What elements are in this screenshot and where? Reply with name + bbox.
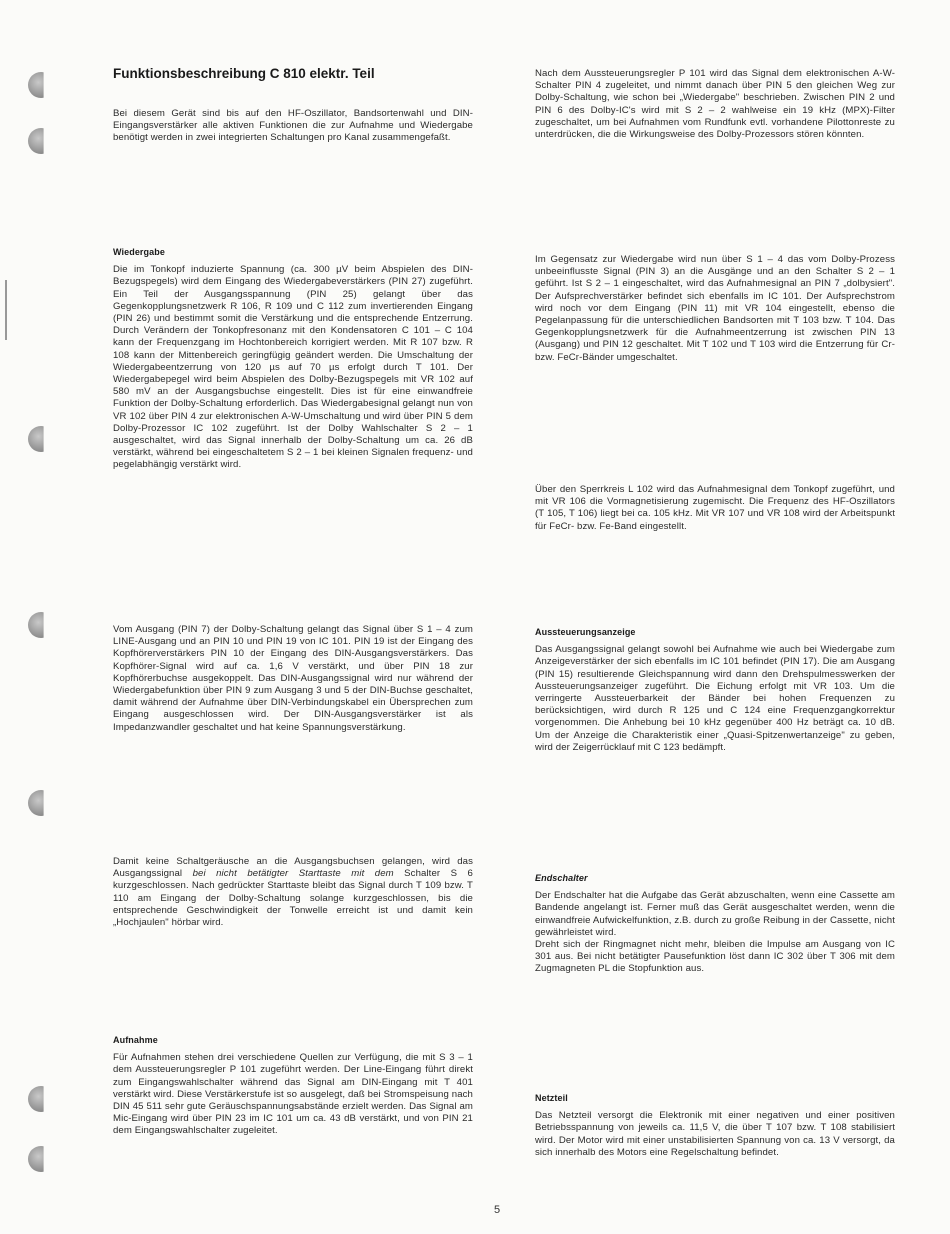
endschalter-text: Dreht sich der Ringmagnet nicht mehr, bleiben die Impulse am Ausgang von IC 301 aus. Bei nicht betätigter Pausefunktion löst dann IC 302 über T 306 mit dem Zugmagneten PL die Stopfunktion aus. <box>535 939 895 975</box>
punch-hole <box>28 426 54 452</box>
sperrkreis-text: Über den Sperrkreis L 102 wird das Aufnahmesignal dem Tonkopf zugeführt, und mit VR 106 die Vormagnetisierung zugemischt. Die Frequenz des HF-Oszillators (T 105, T 106) liegt bei ca. 105 kHz. Mit VR 107 und VR 108 wird der Arbeitspunkt für FeCr- bzw. Fe-Band eingestellt. <box>535 484 895 532</box>
wiedergabe-text: Die im Tonkopf induzierte Spannung (ca. 300 µV beim Abspielen des DIN-Bezugspegels) wird dem Eingang des Wiedergabeverstärkers (PIN 27) zugeführt. Ein Teil der Ausgangsspannung (PIN 25) gelangt über das Gegenkopplungsnetzwerk R 106, R 109 und C 112 zum invertierenden Eingang (PIN 26) und bestimmt somit die Verstärkung und die entsprechende Entzerrung. Durch Verändern der Tonkopfresonanz mit den Kondensatoren C 101 – C 104 kann der Frequenzgang im Hochtonbereich korrigiert werden. Mit R 107 bzw. R 108 kann der Mittenbereich geringfügig geändert werden. Die Umschaltung der Wiedergabeentzerrung von 120 µs auf 70 µs erfolgt durch T 101. Der Wiedergabepegel wird beim Abspielen des Dolby-Bezugspegels mit VR 102 auf 580 mV an der Ausgangsbuchse eingestellt. Dies ist für eine einwandfreie Funktion der Dolby-Schaltung erforderlich. Das Wiedergabesignal gelangt nun von VR 102 über PIN 4 zur elektronischen A-W-Umschaltung und wird über PIN 5 dem Dolby-Prozessor IC 102 zugeführt. Ist der Dolby Wahlschalter S 2 – 1 ausgeschaltet, wird das Signal innerhalb der Dolby-Schaltung um ca. 26 dB verstärkt, während bei eingeschaltetem S 2 – 1 bei kleinen Signalen frequenz- und pegelabhängig verstärkt wird. <box>113 264 473 471</box>
section-heading: Wiedergabe <box>113 247 165 257</box>
punch-hole <box>28 790 54 816</box>
schalt-text <box>113 856 473 929</box>
section-aussteuerungsanzeige <box>535 626 895 754</box>
aufnahme-text: Für Aufnahmen stehen drei verschiedene Quellen zur Verfügung, die mit S 3 – 1 dem Aussteuerungsregler P 101 zugeführt werden. Der Line-Eingang führt direkt zum Eingangswahlschalter während das Signal am DIN-Eingang mit T 401 verstärkt wird. Diese Verstärkerstufe ist so ausgelegt, daß bei Stromspeisung nach DIN 45 511 sehr gute Geräuschspannungsabstände erzielt werden. Das Signal am Mic-Eingang wird über PIN 23 im IC 101 um ca. 43 dB verstärkt, und von PIN 21 dem Eingangswahlschalter zugeleitet. <box>113 1052 473 1137</box>
margin-mark <box>5 280 7 340</box>
endschalter-text: Der Endschalter hat die Aufgabe das Gerät abzuschalten, wenn eine Cassette am Bandende angelangt ist. Ferner muß das Gerät ausgeschaltet werden, wenn die einwandfreie Aufwickelfunktion, z.B. durch zu große Reibung in der Cassette, nicht gewährleistet wird. <box>535 890 895 938</box>
punch-hole <box>28 612 54 638</box>
gegensatz-text: Im Gegensatz zur Wiedergabe wird nun über S 1 – 4 das vom Dolby-Prozess unbeeinflusste Signal (PIN 3) an die Ausgänge und an den Schalter S 2 – 1 geführt. Ist S 2 – 1 eingeschaltet, wird das Aufnahmesignal an PIN 7 „dolbysiert". Der Aufsprechverstärker befindet sich ebenfalls im IC 101. Der Aufsprechstrom wird noch vor dem Eingang (PIN 11) mit VR 104 eingestellt, ebenso die Pegelanpassung für die unterschiedlichen Bandsorten mit T 103 bzw. T 104. Das Gegenkopplungsnetzwerk für die Aufnahmeentzerrung ist zwischen PIN 13 (Ausgang) und PIN 12 geschaltet. Mit T 102 und T 103 wird die Entzerrung für Cr- bzw. FeCr-Bänder umgeschaltet. <box>535 254 895 363</box>
anzeige-text: Das Ausgangssignal gelangt sowohl bei Aufnahme wie auch bei Wiedergabe zum Anzeigeverstärker der sich ebenfalls im IC 101 befindet (PIN 17). Die am Ausgang (PIN 15) resultierende Gleichspannung wird dann den Drehspulmesswerken der Aussteuerungsanzeiger zugeführt. Die Eichung erfolgt mit VR 103. Um die verringerte Aussteuerbarkeit der Bänder bei hohen Frequenzen zu berücksichtigen, wird durch R 125 und C 124 eine Frequenzgangkorrektur vorgenommen. Die Anhebung bei 10 kHz gegenüber 400 Hz beträgt ca. 10 dB. Um der Anzeige die Charakteristik einer „Quasi-Spitzenwertanzeige" zu geben, wird der Zeigerrücklauf mit C 123 bedämpft. <box>535 644 895 753</box>
section-wiedergabe <box>113 246 473 472</box>
section-sperrkreis <box>535 484 895 533</box>
punch-hole <box>28 1086 54 1112</box>
ausgang-text: Vom Ausgang (PIN 7) der Dolby-Schaltung gelangt das Signal über S 1 – 4 zum LINE-Ausgang und an PIN 10 und PIN 19 von IC 101. PIN 19 ist der Eingang des Kopfhörerverstärkers PIN 10 der Eingang des DIN-Ausgangsverstärkers. Das Kopfhörer-Signal wird auf ca. 1,6 V verstärkt, und über PIN 18 zur Kopfhörerbuchse ausgekoppelt. Das DIN-Ausgangssignal wird nur während der Wiedergabefunktion über PIN 9 zum Ausgang 3 und 5 der DIN-Buchse geschaltet, damit während der Aufnahme über DIN-Verbindungskabel ein Übersprechen zum Eingang ausgeschlossen wird. Der DIN-Ausgangsverstärker ist als Impedanzwandler geschaltet und hat keine Spannungsverstärkung. <box>113 624 473 733</box>
page-number: 5 <box>494 1204 501 1216</box>
schalt-text-part: Schalter S 6 kurzgeschlossen. Nach gedrückter Starttaste bleibt das Signal durch T 109 bzw. T 110 am Eingang der Dolby-Schaltung solange kurzgeschlossen, bis die entsprechende Geschwindigkeit der Tonwelle erreicht ist und damit kein „Hochjaulen" hörbar wird. <box>113 868 473 929</box>
section-ausgang <box>113 624 473 734</box>
netzteil-text: Das Netzteil versorgt die Elektronik mit einer negativen und einer positiven Betriebsspannung von jeweils ca. 11,5 V, die über T 107 bzw. T 108 stabilisiert wird. Der Motor wird mit einer unstabilisierten Spannung von ca. 13 V versorgt, da sich innerhalb des Motors eine Regelschaltung befindet. <box>535 1110 895 1158</box>
aussteuer-text: Nach dem Aussteuerungsregler P 101 wird das Signal dem elektronischen A-W-Schalter PIN 4 zugeleitet, und nimmt danach über PIN 5 den gleichen Weg zur Dolby-Schaltung, wie schon bei „Wiedergabe" beschrieben. Zwischen PIN 2 und PIN 6 des Dolby-IC's wird mit S 2 – 2 wahlweise ein 19 kHz (MPX)-Filter zugeschaltet, um bei Aufnahmen vom Rundfunk evtl. vorhandene Pilottonreste zu unterdrücken, die die Wirkungsweise des Dolby-Prozessors stören könnten. <box>535 68 895 141</box>
section-heading: Endschalter <box>535 873 588 883</box>
schalt-text-italic: bei nicht betätigter Starttaste mit dem <box>192 868 394 880</box>
punch-hole <box>28 128 54 154</box>
section-aussteuerung <box>535 68 895 141</box>
intro-text: Bei diesem Gerät sind bis auf den HF-Oszillator, Bandsortenwahl und DIN-Eingangsverstärker alle aktiven Funktionen die zur Aufnahme und Wiedergabe benötigt werden in zwei integrierten Schaltungen pro Kanal zusammengefaßt. <box>113 108 473 144</box>
intro-paragraph <box>113 108 473 145</box>
section-netzteil <box>535 1092 895 1159</box>
schalt-text-part: Damit keine Schaltgeräusche an die Ausgangsbuchsen gelangen, wird das Ausgangssignal <box>113 856 473 880</box>
section-heading: Netzteil <box>535 1093 568 1103</box>
section-aufnahme <box>113 1034 473 1138</box>
section-heading: Aufnahme <box>113 1035 158 1045</box>
section-endschalter <box>535 872 895 976</box>
section-heading: Aussteuerungsanzeige <box>535 627 636 637</box>
section-gegensatz <box>535 254 895 364</box>
section-schaltgeraeusche <box>113 856 473 929</box>
punch-hole <box>28 1146 54 1172</box>
punch-hole <box>28 72 54 98</box>
page-title: Funktionsbeschreibung C 810 elektr. Teil <box>113 66 375 81</box>
